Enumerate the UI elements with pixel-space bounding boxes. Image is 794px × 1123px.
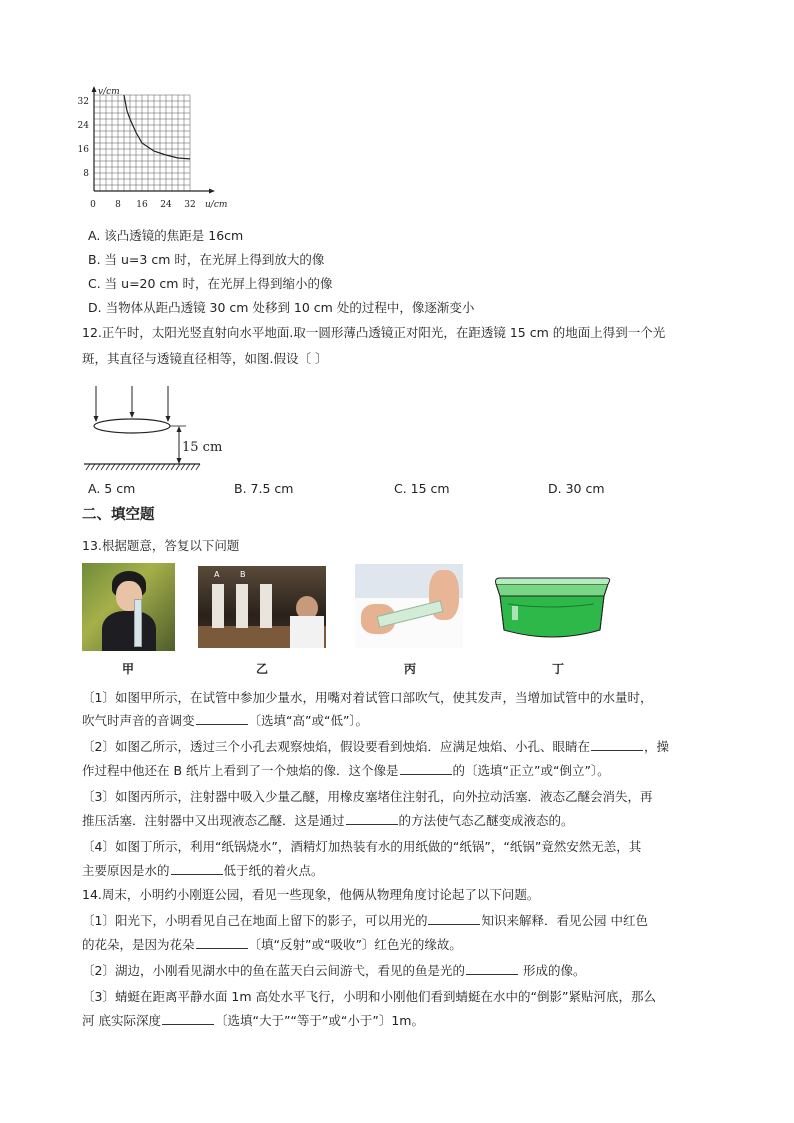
q13-p1-line2 <box>82 712 368 730</box>
q13-p1-line1: 〔1〕如图甲所示，在试管中参加少量水，用嘴对着试管口部吹气，使其发声，当增加试管中的水量时， <box>82 690 653 705</box>
convex-lens <box>94 419 170 433</box>
x-tick-16: 16 <box>136 200 148 210</box>
q13-p1-text-b: 〔选填“高”或“低”〕。 <box>248 713 369 728</box>
y-tick-32: 32 <box>77 97 89 107</box>
y-tick-24: 24 <box>77 121 89 131</box>
q13-p3-line2 <box>82 812 574 830</box>
hatch-mark <box>166 464 170 470</box>
q11-option-a: A. 该凸透镜的焦距是 16cm <box>88 228 244 243</box>
q14-p2-line <box>82 962 585 980</box>
q14-p1-line1 <box>82 912 648 930</box>
q13-blank-1[interactable] <box>196 712 248 725</box>
photo-yi-pinhole <box>198 566 326 648</box>
hatch-mark <box>106 464 110 470</box>
hatch-mark <box>176 464 180 470</box>
image-distance-curve <box>124 95 190 159</box>
q14-p1-text-a: 〔1〕阳光下，小明看见自己在地面上留下的影子，可以用光的 <box>82 913 428 928</box>
q14-blank-1[interactable] <box>428 912 480 925</box>
hatch-mark <box>196 464 200 470</box>
x-tick-0: 0 <box>90 200 96 210</box>
hatch-mark <box>86 464 90 470</box>
distance-label: 15 cm <box>182 440 223 455</box>
caption-yi: 乙 <box>255 662 268 676</box>
hatch-mark <box>161 464 165 470</box>
q13-blank-3[interactable] <box>400 762 452 775</box>
q11-option-c: C. 当 u=20 cm 时，在光屏上得到缩小的像 <box>88 276 333 291</box>
q14-blank-3[interactable] <box>466 962 518 975</box>
q14-stem: 14.周末，小明约小刚逛公园，看见一些现象，他俩从物理角度讨论起了以下问题。 <box>82 887 540 902</box>
y-axis-label: v/cm <box>98 87 120 97</box>
hatch-mark <box>121 464 125 470</box>
q12-option-c: C. 15 cm <box>394 481 450 496</box>
q13-p4-line1: 〔4〕如图丁所示，利用“纸锅烧水”，酒精灯加热装有水的用纸做的“纸锅”，“纸锅”竟然安然无恙，其 <box>82 839 642 854</box>
q13-p4-text-a: 主要原因是水的 <box>82 863 170 878</box>
x-tick-32: 32 <box>184 200 196 210</box>
hatch-mark <box>111 464 115 470</box>
q14-p3-line1: 〔3〕蜻蜓在距离平静水面 1m 高处水平飞行，小明和小刚他们看到蜻蜓在水中的“倒影”紧贴河底，那么 <box>82 989 656 1004</box>
photo-bing-syringe <box>355 564 463 648</box>
q13-p2-text-b: ，操 <box>643 739 669 754</box>
q12-option-b: B. 7.5 cm <box>234 481 294 496</box>
q13-p2-text-a: 〔2〕如图乙所示，透过三个小孔去观察烛焰，假设要看到烛焰．应满足烛焰、小孔、眼睛在 <box>82 739 590 754</box>
x-axis-arrow <box>209 189 215 194</box>
hatch-mark <box>141 464 145 470</box>
q13-p4-line2 <box>82 862 324 880</box>
q11-option-d: D. 当物体从距凸透镜 30 cm 处移到 10 cm 处的过程中，像逐渐变小 <box>88 300 475 315</box>
q14-p2-text-b: 形成的像。 <box>518 963 586 978</box>
q14-p3-text-a: 河 底实际深度 <box>82 1013 161 1028</box>
q13-blank-2[interactable] <box>591 738 643 751</box>
q14-p2-text-a: 〔2〕湖边，小刚看见湖水中的鱼在蓝天白云间游弋，看见的鱼是光的 <box>82 963 465 978</box>
lens-diagram <box>82 384 242 474</box>
hatch-mark <box>96 464 100 470</box>
q12-stem-line2: 斑，其直径与透镜直径相等，如图.假设〔 〕 <box>82 351 328 366</box>
x-axis-label: u/cm <box>205 200 228 210</box>
hatch-mark <box>186 464 190 470</box>
q13-stem: 13.根据题意，答复以下问题 <box>82 538 240 553</box>
q11-option-b: B. 当 u=3 cm 时，在光屏上得到放大的像 <box>88 252 325 267</box>
hatch-mark <box>126 464 130 470</box>
q12-option-d: D. 30 cm <box>548 481 605 496</box>
hatch-mark <box>151 464 155 470</box>
photo-jia-girl <box>82 563 175 651</box>
q14-p1-text-c: 的花朵，是因为花朵 <box>82 937 195 952</box>
caption-jia: 甲 <box>121 662 134 676</box>
y-tick-8: 8 <box>83 169 89 179</box>
x-tick-8: 8 <box>115 200 121 210</box>
hatch-mark <box>116 464 120 470</box>
figure-ding-paper-pot <box>490 570 614 646</box>
x-tick-24: 24 <box>160 200 172 210</box>
q13-p2-text-c: 作过程中他还在 B 纸片上看到了一个烛焰的像．这个像是 <box>82 763 399 778</box>
v-u-graph <box>72 84 242 214</box>
caption-ding: 丁 <box>551 662 564 676</box>
q13-p2-line1 <box>82 738 669 756</box>
hatch-mark <box>136 464 140 470</box>
q13-blank-5[interactable] <box>171 862 223 875</box>
q14-p3-text-b: 〔选填“大于”“等于”或“小于”〕1m。 <box>214 1013 424 1028</box>
q13-p2-line2 <box>82 762 610 780</box>
caption-bing: 丙 <box>403 662 416 676</box>
y-tick-16: 16 <box>77 145 89 155</box>
hatch-mark <box>146 464 150 470</box>
hatch-mark <box>171 464 175 470</box>
q14-p1-text-b: 知识来解释．看见公园 中红色 <box>481 913 648 928</box>
q13-p3-line1: 〔3〕如图丙所示，注射器中吸入少量乙醚，用橡皮塞堵住注射孔，向外拉动活塞．液态乙醚会消失，再 <box>82 789 653 804</box>
q13-blank-4[interactable] <box>346 812 398 825</box>
q14-blank-4[interactable] <box>162 1012 214 1025</box>
y-axis-arrow <box>92 86 97 92</box>
hatch-mark <box>101 464 105 470</box>
q13-p1-text-a: 吹气时声音的音调变 <box>82 713 195 728</box>
hatch-mark <box>156 464 160 470</box>
q14-p1-text-d: 〔填“反射”或“吸收”〕红色光的缘故。 <box>248 937 462 952</box>
ground-hatch <box>86 464 200 470</box>
hatch-mark <box>91 464 95 470</box>
q14-p3-line2 <box>82 1012 424 1030</box>
q13-p4-text-b: 低于纸的着火点。 <box>223 863 324 878</box>
q13-p2-text-d: 的〔选填“正立”或“倒立”〕。 <box>452 763 610 778</box>
card-letter-b: B <box>240 570 246 579</box>
q12-stem-line1: 12.正午时，太阳光竖直射向水平地面.取一圆形薄凸透镜正对阳光，在距透镜 15 cm 的地面上得到一个光 <box>82 325 666 340</box>
hatch-mark <box>131 464 135 470</box>
q13-p3-text-a: 推压活塞．注射器中又出现液态乙醚．这是通过 <box>82 813 345 828</box>
q13-p3-text-b: 的方法使气态乙醚变成液态的。 <box>398 813 574 828</box>
section-title: 二、填空题 <box>82 507 155 523</box>
q14-p1-line2 <box>82 936 462 954</box>
card-letter-a: A <box>214 570 220 579</box>
q14-blank-2[interactable] <box>196 936 248 949</box>
hatch-mark <box>191 464 195 470</box>
hatch-mark <box>181 464 185 470</box>
q12-option-a: A. 5 cm <box>88 481 136 496</box>
